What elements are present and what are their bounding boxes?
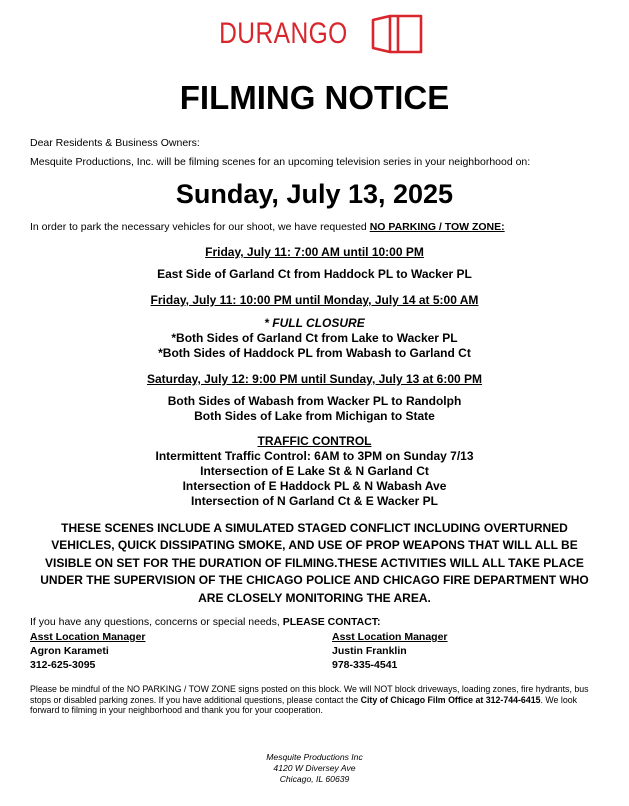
reminder-closing: . We look forward to filming in your neighborhood and thank you for your cooperation. [30, 694, 578, 716]
street-address: 4120 W Diversey Ave [273, 763, 356, 773]
company-address [0, 752, 629, 785]
parking-request [30, 221, 505, 234]
open-box-logo-icon [370, 14, 424, 54]
notice-title: FILMING NOTICE [179, 79, 450, 116]
traffic-line: Intersection of N Garland Ct & E Wacker PL [191, 494, 438, 508]
schedule-line: *Both Sides of Haddock PL from Wabash to Garland Ct [158, 346, 471, 360]
logo-wordmark: DURANGO [219, 17, 348, 50]
contact-card [332, 631, 448, 673]
schedule-line: Both Sides of Wabash from Wacker PL to Randolph [167, 394, 462, 408]
request-emphasis: NO PARKING / TOW ZONE: [369, 221, 505, 233]
schedule-line: Both Sides of Lake from Michigan to State [194, 409, 435, 423]
film-office-contact: City of Chicago Film Office at 312-744-6415 [360, 694, 541, 705]
contact-card [30, 631, 146, 673]
city-state-zip: Chicago, IL 60639 [279, 774, 350, 784]
company-name: Mesquite Productions Inc [266, 752, 363, 762]
schedule-heading: Friday, July 11: 7:00 AM until 10:00 PM [205, 245, 424, 259]
contact-prompt-emphasis: PLEASE CONTACT: [282, 616, 381, 628]
traffic-line: Intersection of E Haddock PL & N Wabash Ave [182, 479, 447, 493]
request-text: In order to park the necessary vehicles for our shoot, we have requested [30, 221, 370, 233]
contact-prompt-text: If you have any questions, concerns or special needs, [30, 616, 283, 628]
schedule-line: *Both Sides of Garland Ct from Lake to Wacker PL [171, 331, 458, 345]
contact-role: Asst Location Manager [332, 631, 448, 643]
contact-role: Asst Location Manager [30, 631, 146, 643]
traffic-control-heading: TRAFFIC CONTROL [257, 434, 372, 448]
schedule-heading: Saturday, July 12: 9:00 PM until Sunday, July 13 at 6:00 PM [147, 372, 482, 386]
schedule-heading: Friday, July 11: 10:00 PM until Monday, July 14 at 5:00 AM [150, 293, 479, 307]
filming-date: Sunday, July 13, 2025 [175, 179, 454, 209]
contact-phone: 312-625-3095 [30, 658, 96, 671]
full-closure-label: * FULL CLOSURE [264, 316, 365, 330]
intro-text: Mesquite Productions, Inc. will be filming scenes for an upcoming television series in your neighborhood on: [30, 156, 531, 168]
traffic-line: Intersection of E Lake St & N Garland Ct [200, 464, 429, 478]
reminder-text: Please be mindful of the NO PARKING / TOW ZONE signs posted on this block. We will NOT block driveways, loading zones, fire hydrants, bus stops or disabled parking zones. If you have additional questions, please contact the [30, 684, 589, 705]
durango-logo [0, 14, 629, 54]
traffic-line: Intermittent Traffic Control: 6AM to 3PM on Sunday 7/13 [155, 449, 474, 463]
contact-name: Justin Franklin [332, 644, 407, 657]
safety-warning: THESE SCENES INCLUDE A SIMULATED STAGED CONFLICT INCLUDING OVERTURNED VEHICLES, QUICK DISSIPATING SMOKE, AND USE OF PROP WEAPONS THAT WILL ALL BE VISIBLE ON SET FOR THE DURATION OF FILMING.THESE ACTIVITIES WILL ALL TAKE PLACE UNDER THE SUPERVISION OF THE CHICAGO POLICE AND CHICAGO FIRE DEPARTMENT WHO ARE CLOSELY MONITORING THE AREA. [40, 521, 589, 605]
contact-prompt [30, 616, 381, 629]
parking-reminder [30, 684, 600, 716]
contact-phone: 978-335-4541 [332, 658, 398, 671]
contact-name: Agron Karameti [30, 644, 109, 657]
schedule-line: East Side of Garland Ct from Haddock PL to Wacker PL [157, 267, 472, 281]
greeting: Dear Residents & Business Owners: [30, 137, 200, 149]
